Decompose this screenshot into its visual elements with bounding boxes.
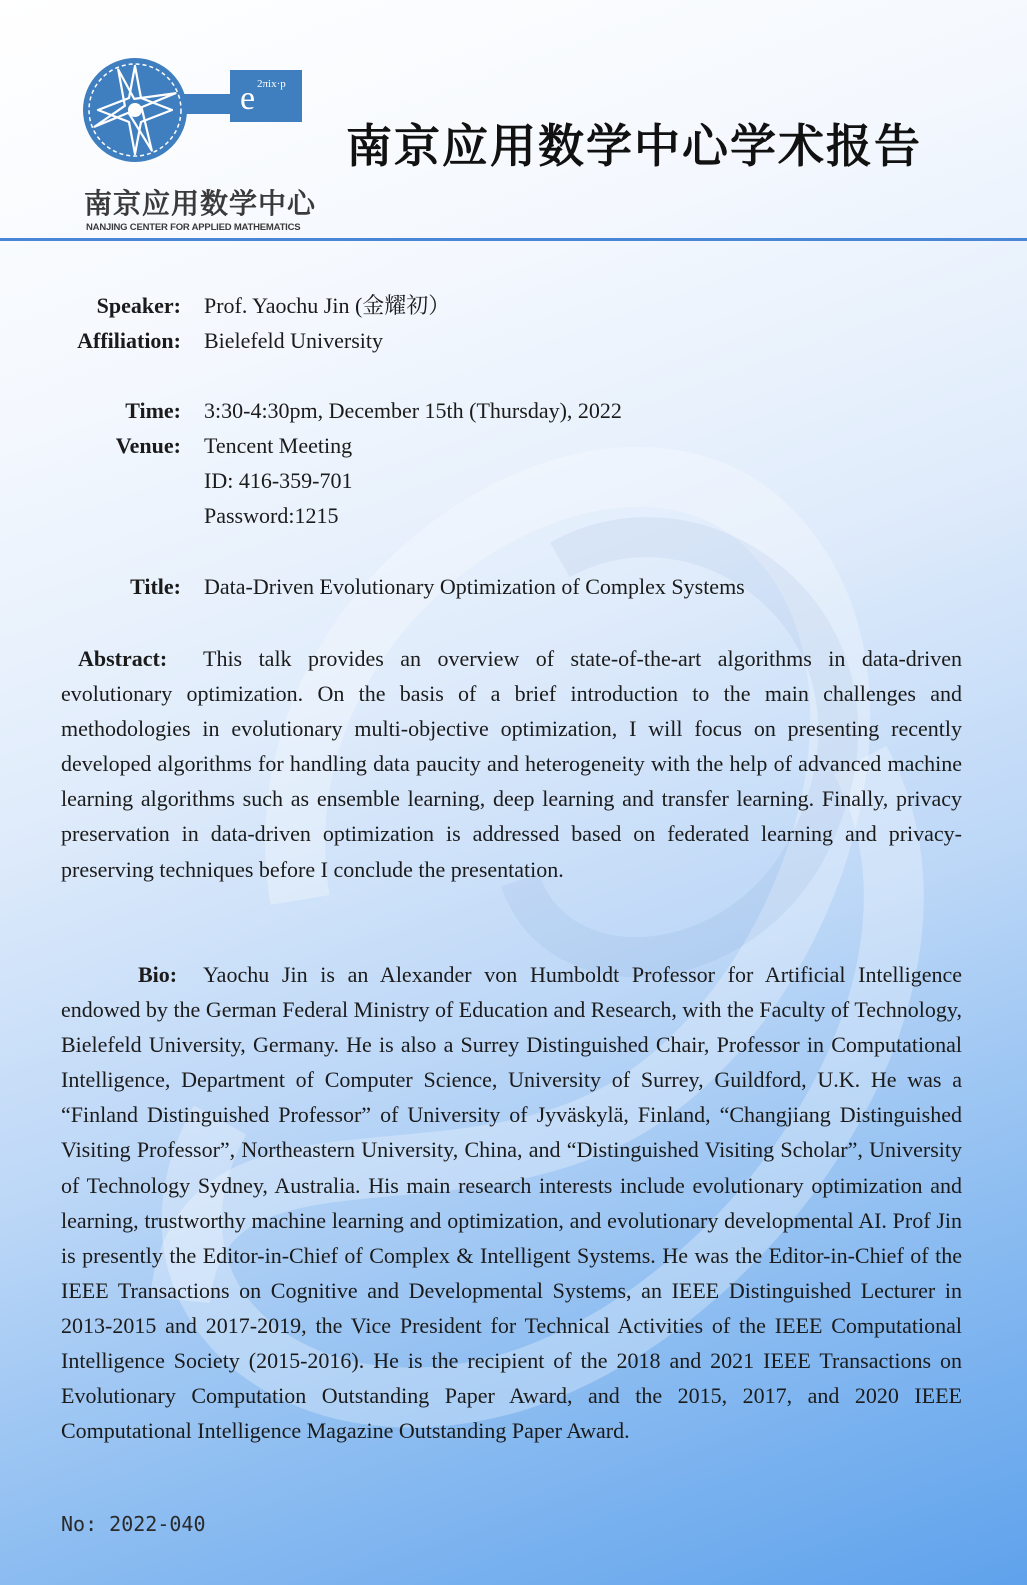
time-value: 3:30-4:30pm, December 15th (Thursday), 2022 (204, 398, 622, 423)
abstract-label: Abstract: (78, 646, 168, 671)
time-label: Time: (125, 398, 181, 423)
venue-row (0, 428, 1027, 464)
affiliation-label: Affiliation: (77, 328, 181, 353)
affiliation-row (0, 323, 1027, 359)
page-title: 南京应用数学中心学术报告 (346, 119, 922, 173)
logo-english-name: NANJING CENTER FOR APPLIED MATHEMATICS (86, 222, 301, 233)
header-divider (0, 238, 1027, 241)
speaker-value: Prof. Yaochu Jin (金耀初） (204, 293, 451, 318)
logo-chinese-name: 南京应用数学中心 (84, 187, 317, 220)
meeting-id-row (0, 463, 1027, 499)
abstract-paragraph (61, 641, 962, 887)
talk-title-label: Title: (130, 574, 181, 599)
time-row (0, 393, 1027, 429)
title-row (0, 569, 1027, 605)
talk-title-value: Data-Driven Evolutionary Optimization of Complex Systems (204, 574, 745, 599)
speaker-row (0, 288, 1027, 324)
document-number: No: 2022-040 (61, 1512, 206, 1536)
bio-text: Yaochu Jin is an Alexander von Humboldt Professor for Artificial Intelligence endowed by the German Federal Ministry of Education and Research, with the Faculty of Technology, Bielefeld University, Germany. He is also a Surrey Distinguished Chair, Professor in Computational Intelligence, Department of Computer Science, University of Surrey, Guildford, U.K. He was a “Finland Distinguished Professor” of University of Jyväskylä, Finland, “Changjiang Distinguished Visiting Professor”, Northeastern University, China, and “Distinguished Visiting Scholar”, University of Technology Sydney, Australia. His main research interests include evolutionary optimization and learning, trustworthy machine learning and optimization, and evolutionary developmental AI. Prof Jin is presently the Editor-in-Chief of Complex & Intelligent Systems. He was the Editor-in-Chief of the IEEE Transactions on Cognitive and Developmental Systems, an IEEE Distinguished Lecturer in 2013-2015 and 2017-2019, the Vice President for Technical Activities of the IEEE Computational Intelligence Society (2015-2016). He is the recipient of the 2018 and 2021 IEEE Transactions on Evolutionary Computation Outstanding Paper Award, and the 2015, 2017, and 2020 IEEE Computational Intelligence Magazine Outstanding Paper Award. (61, 962, 962, 1444)
venue-label: Venue: (115, 433, 181, 458)
speaker-label: Speaker: (96, 293, 181, 318)
bio-label: Bio: (138, 962, 178, 987)
venue-value: Tencent Meeting (204, 433, 353, 458)
password-value: Password:1215 (204, 503, 339, 528)
bio-paragraph (61, 957, 962, 1448)
logo-formula-superscript: 2πix·p (257, 78, 286, 90)
abstract-text: This talk provides an overview of state-of-the-art algorithms in data-driven evolutionary optimization. On the basis of a brief introduction to the main challenges and methodologies in evolutionary multi-objective optimization, I will focus on presenting recently developed algorithms for handling data paucity and heterogeneity with the help of advanced machine learning algorithms such as ensemble learning, deep learning and transfer learning. Finally, privacy preservation in data-driven optimization is addressed based on federated learning and privacy-preserving techniques before I conclude the presentation. (61, 646, 962, 882)
logo-formula: e (240, 80, 256, 117)
meeting-id-value: ID: 416-359-701 (204, 468, 353, 493)
password-row (0, 498, 1027, 534)
logo-emblem-icon (80, 50, 320, 180)
affiliation-value: Bielefeld University (204, 328, 384, 353)
nanjing-center-logo (80, 50, 320, 240)
